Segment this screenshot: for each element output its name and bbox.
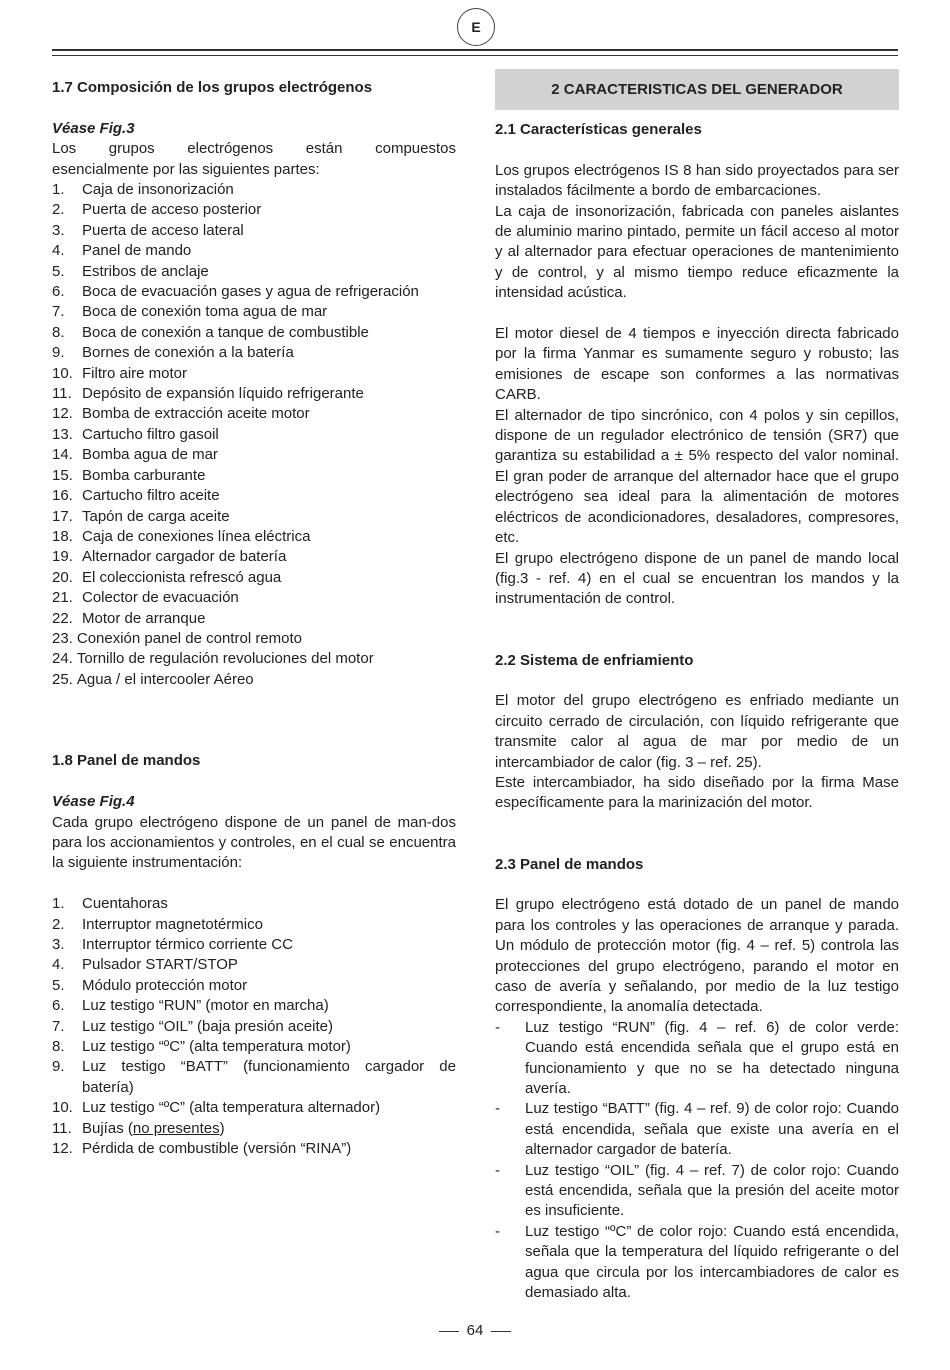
list-item-number: 22. xyxy=(52,609,73,627)
header-rule-bottom xyxy=(52,55,898,56)
footer-rule-left xyxy=(439,1331,459,1332)
list-item-number: 13. xyxy=(52,425,73,443)
list-item-number: 12. xyxy=(52,1140,73,1158)
list-item xyxy=(52,404,456,424)
underlined-note: no presentes xyxy=(132,1119,220,1137)
list-item-number: 5. xyxy=(52,976,65,994)
section-2-1-paragraph: La caja de insonorización, fabricada con paneles aislantes de aluminio marino pintado, permite un fácil acceso al motor y al alternador para efectuar operaciones de mantenimiento y de control, y al mismo tiempo reduce eficazmente la intensidad acústica. xyxy=(495,202,899,302)
list-item-number: 10. xyxy=(52,364,73,382)
list-item-text: Pulsador START/STOP xyxy=(82,956,238,974)
list-item-text: Filtro aire motor xyxy=(82,364,188,382)
list-item-text: Bomba agua de mar xyxy=(82,446,218,464)
list-item xyxy=(52,486,456,506)
list-item xyxy=(52,466,456,486)
list-item xyxy=(52,200,456,220)
list-item-text: Bujías (no presentes) xyxy=(82,1119,225,1137)
list-item-text: Luz testigo “OIL” (baja presión aceite) xyxy=(82,1017,333,1035)
list-item-text: Luz testigo “RUN” (fig. 4 – ref. 6) de color verde: Cuando está encendida señala que el grupo está en funcionamiento y que no se ha detectado ninguna avería. xyxy=(525,1018,899,1097)
list-item xyxy=(52,302,456,322)
list-item-number: 2. xyxy=(52,915,65,933)
list-item-number: 3. xyxy=(52,221,65,239)
list-item-text: Puerta de acceso lateral xyxy=(82,221,244,239)
list-item xyxy=(52,425,456,445)
list-item xyxy=(52,1037,456,1057)
section-2-2-title: 2.2 Sistema de enfriamiento xyxy=(495,651,694,669)
list-item-number: 14. xyxy=(52,446,73,464)
section-1-8-intro: Cada grupo electrógeno dispone de un panel de man-dos para los accionamientos y controles, en el cual se encuentra la siguiente instrumentación: xyxy=(52,813,456,872)
list-item xyxy=(52,241,456,261)
language-badge: E xyxy=(457,8,495,46)
list-item xyxy=(52,262,456,282)
list-item-text: Tapón de carga aceite xyxy=(82,507,230,525)
right-column xyxy=(495,78,899,1303)
list-item xyxy=(52,915,456,935)
list-item-text: Motor de arranque xyxy=(82,609,206,627)
list-item xyxy=(52,649,456,669)
section-1-7-title: 1.7 Composición de los grupos electrógenos xyxy=(52,79,373,96)
list-item xyxy=(52,996,456,1016)
list-item-number: 15. xyxy=(52,466,73,484)
section-1-7-figure-ref: Véase Fig.3 xyxy=(52,119,135,137)
list-item-text: Tornillo de regulación revoluciones del motor xyxy=(76,650,374,668)
list-item xyxy=(52,1057,456,1098)
list-item-number: 2. xyxy=(52,201,65,219)
list-item-number: 11. xyxy=(52,1119,72,1137)
section-2-1-title: 2.1 Características generales xyxy=(495,121,702,138)
list-item xyxy=(52,588,456,608)
section-2-1-paragraph: El motor diesel de 4 tiempos e inyección directa fabricado por la firma Yanmar es sumamente seguro y robusto; las emisiones de escape son conformes a las normativas CARB. xyxy=(495,325,899,404)
footer-rule-right xyxy=(491,1331,511,1332)
list-item xyxy=(52,507,456,527)
list-item-text: Cuentahoras xyxy=(82,895,168,913)
list-item xyxy=(52,364,456,384)
list-item-text: Bomba de extracción aceite motor xyxy=(82,405,310,423)
list-item xyxy=(52,955,456,975)
list-item-number: 9. xyxy=(52,344,65,362)
dash-bullet: - xyxy=(495,1018,500,1036)
list-item-text: Luz testigo “ºC” de color rojo: Cuando está encendida, señala que la temperatura del líquido refrigerante o del agua que circula por los intercambiadores de calor es demasiado alta. xyxy=(525,1222,899,1302)
list-item-number: 7. xyxy=(52,303,65,321)
list-item-number: 8. xyxy=(52,323,65,341)
list-item xyxy=(52,445,456,465)
section-1-8-title: 1.8 Panel de mandos xyxy=(52,752,201,770)
list-item xyxy=(52,935,456,955)
section-2-3-paragraph: El grupo electrógeno está dotado de un panel de mando para los controles y las operaciones de arranque y parada. Un módulo de protección motor (fig. 4 – ref. 5) controla las protecciones del grupo electrógeno, parando el motor en caso de avería y señalando, por medio de la luz testigo correspondiente, la anomalía detectada. xyxy=(495,896,899,1016)
list-item-text: Estribos de anclaje xyxy=(82,262,209,280)
section-2-2-paragraph: Este intercambiador, ha sido diseñado por la firma Mase específicamente para la marinización del motor. xyxy=(495,773,899,812)
list-item-number: 6. xyxy=(52,997,65,1015)
list-item-number: 24. xyxy=(52,650,73,668)
list-item-number: 1. xyxy=(52,895,65,913)
list-item-number: 25. xyxy=(52,670,73,688)
list-item-text: Cartucho filtro aceite xyxy=(82,487,220,505)
section-2-3-title: 2.3 Panel de mandos xyxy=(495,855,644,873)
list-item-text: Boca de conexión toma agua de mar xyxy=(82,303,328,321)
dash-bullet: - xyxy=(495,1161,500,1179)
section-2-2-paragraph: El motor del grupo electrógeno es enfriado mediante un circuito cerrado de circulación, con líquido refrigerante que transmite calor al agua de mar por medio de un intercambiador de calor (fig. 3 – ref. 25). xyxy=(495,692,899,771)
list-item xyxy=(52,1017,456,1037)
list-item-number: 18. xyxy=(52,527,73,545)
list-item-text: Luz testigo “BATT” (fig. 4 – ref. 9) de color rojo: Cuando está encendida, señala que existe una avería en el alternador cargador de batería. xyxy=(525,1100,899,1159)
page-footer xyxy=(0,1322,950,1339)
dash-bullet: - xyxy=(495,1100,500,1118)
list-item-text: Interruptor magnetotérmico xyxy=(82,915,263,933)
list-item-number: 6. xyxy=(52,283,65,301)
list-item xyxy=(495,1018,899,1100)
list-item-text: Puerta de acceso posterior xyxy=(82,201,262,219)
left-column xyxy=(52,78,456,1159)
list-item xyxy=(52,221,456,241)
list-item-text: Luz testigo “RUN” (motor en marcha) xyxy=(82,997,329,1015)
list-item-text: Boca de conexión a tanque de combustible xyxy=(82,323,369,341)
list-item xyxy=(52,180,456,200)
list-item-number: 12. xyxy=(52,405,73,423)
list-item-text: El coleccionista refrescó agua xyxy=(82,568,282,586)
closing-paren: ) xyxy=(219,1119,225,1137)
list-item-number: 4. xyxy=(52,956,65,974)
list-item xyxy=(52,670,456,690)
chapter-2-header: 2 CARACTERISTICAS DEL GENERADOR xyxy=(495,69,899,110)
section-2-1-paragraph: El grupo electrógeno dispone de un panel de mando local (fig.3 - ref. 4) en el cual se encuentran los mandos y la instrumentación de control. xyxy=(495,549,899,608)
list-item-text: Pérdida de combustible (versión “RINA”) xyxy=(82,1140,352,1158)
list-item xyxy=(52,343,456,363)
list-item-text: Bomba carburante xyxy=(82,466,206,484)
list-item xyxy=(495,1161,899,1222)
list-item-text: Agua / el intercooler Aéreo xyxy=(76,670,254,688)
list-item xyxy=(52,894,456,914)
list-item xyxy=(52,527,456,547)
list-item xyxy=(52,629,456,649)
list-item xyxy=(52,1098,456,1118)
list-item-text: Caja de conexiones línea eléctrica xyxy=(82,527,311,545)
header-rule-top xyxy=(52,49,898,51)
list-item-text: Luz testigo “BATT” (funcionamiento cargador de batería) xyxy=(82,1058,456,1096)
list-item-text: Conexión panel de control remoto xyxy=(76,629,302,647)
list-item xyxy=(52,1139,456,1159)
list-item-text: Interruptor térmico corriente CC xyxy=(82,935,293,953)
section-2-1-paragraph: Los grupos electrógenos IS 8 han sido proyectados para ser instalados fácilmente a bordo de embarcaciones. xyxy=(495,161,899,200)
list-item-number: 10. xyxy=(52,1099,73,1117)
list-item xyxy=(52,976,456,996)
page-number: 64 xyxy=(466,1322,484,1339)
list-item-text: Bornes de conexión a la batería xyxy=(82,344,294,362)
list-item-number: 23. xyxy=(52,629,73,647)
list-item-text: Luz testigo “ºC” (alta temperatura alternador) xyxy=(82,1099,381,1117)
list-item xyxy=(52,1119,456,1139)
section-1-8-figure-ref: Véase Fig.4 xyxy=(52,793,135,811)
list-item-text: Boca de evacuación gases y agua de refrigeración xyxy=(82,283,419,301)
list-item-text: Módulo protección motor xyxy=(82,976,248,994)
list-item xyxy=(52,568,456,588)
list-item-number: 1. xyxy=(52,181,65,199)
dash-bullet: - xyxy=(495,1222,500,1240)
list-item-number: 21. xyxy=(52,589,73,607)
section-1-7-intro-line1: Los grupos electrógenos están compuestos xyxy=(52,140,456,158)
instruments-list xyxy=(52,894,456,1159)
list-item-number: 11. xyxy=(52,385,72,403)
list-item-number: 20. xyxy=(52,568,73,586)
list-item xyxy=(52,547,456,567)
list-item-number: 17. xyxy=(52,507,73,525)
list-item-number: 19. xyxy=(52,548,73,566)
list-item-number: 8. xyxy=(52,1038,65,1056)
section-1-7-intro-line2: esencialmente por las siguientes partes: xyxy=(52,160,320,178)
list-item-number: 16. xyxy=(52,487,73,505)
list-item-text: Panel de mando xyxy=(82,242,192,260)
list-item-text: Caja de insonorización xyxy=(82,181,234,199)
list-item-text: Colector de evacuación xyxy=(82,589,239,607)
warning-lights-list xyxy=(495,1018,899,1304)
list-item xyxy=(495,1222,899,1304)
list-item-number: 7. xyxy=(52,1017,65,1035)
components-list xyxy=(52,180,456,690)
list-item-number: 5. xyxy=(52,262,65,280)
list-item-number: 9. xyxy=(52,1058,65,1076)
list-item xyxy=(52,384,456,404)
list-item-text: Alternador cargador de batería xyxy=(82,548,287,566)
list-item xyxy=(52,282,456,302)
list-item-number: 4. xyxy=(52,242,65,260)
list-item xyxy=(52,323,456,343)
list-item xyxy=(52,609,456,629)
section-2-1-paragraph: El alternador de tipo sincrónico, con 4 polos y sin cepillos, dispone de un regulador electrónico de tensión (SR7) que garantiza su estabilidad a ± 5% respecto del valor nominal. El gran poder de arranque del alternador hace que el grupo electrógeno sea ideal para la alimentación de motores eléctricos de acondicionadores, desaladores, compresores, etc. xyxy=(495,406,899,547)
list-item-text: Depósito de expansión líquido refrigerante xyxy=(82,385,364,403)
list-item-text: Luz testigo “ºC” (alta temperatura motor) xyxy=(82,1038,351,1056)
list-item-number: 3. xyxy=(52,935,65,953)
list-item-text: Luz testigo “OIL” (fig. 4 – ref. 7) de color rojo: Cuando está encendida, señala que la presión del aceite motor es insuficiente. xyxy=(525,1161,899,1220)
list-item-text: Cartucho filtro gasoil xyxy=(82,425,219,443)
list-item xyxy=(495,1099,899,1160)
